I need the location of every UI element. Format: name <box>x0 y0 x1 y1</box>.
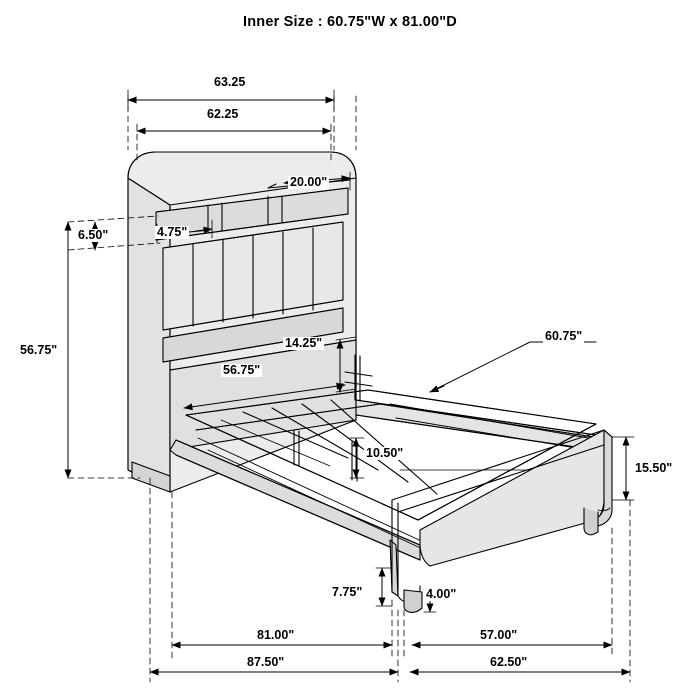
dim-label-depth-left: 81.00" <box>257 628 295 642</box>
dim-label-panel-height: 14.25" <box>285 336 323 350</box>
dim-label-top-inner: 62.25 <box>207 107 239 121</box>
dim-label-shelf-height: 6.50" <box>78 228 109 242</box>
dim-label-footboard: 15.50" <box>635 461 673 475</box>
dim-label-overall-right: 62.50" <box>490 655 528 669</box>
dim-label-depth-right: 57.00" <box>480 628 518 642</box>
dim-label-foot-leg: 4.00" <box>426 587 457 601</box>
dim-label-shelf-right: 20.00" <box>290 175 328 189</box>
dim-label-shelf-left: 4.75" <box>157 225 188 239</box>
dim-label-overall-height: 56.75" <box>20 343 58 357</box>
dim-label-leg-clearance: 10.50" <box>366 446 404 460</box>
dim-label-foot-rail: 7.75" <box>332 585 363 599</box>
dim-label-top-outer: 63.25 <box>214 75 246 89</box>
dim-label-slat-width: 56.75" <box>223 363 261 377</box>
dim-label-mattress-width: 60.75" <box>545 329 583 343</box>
dim-label-overall-left: 87.50" <box>247 655 285 669</box>
page-title: Inner Size : 60.75"W x 81.00"D <box>243 14 457 30</box>
